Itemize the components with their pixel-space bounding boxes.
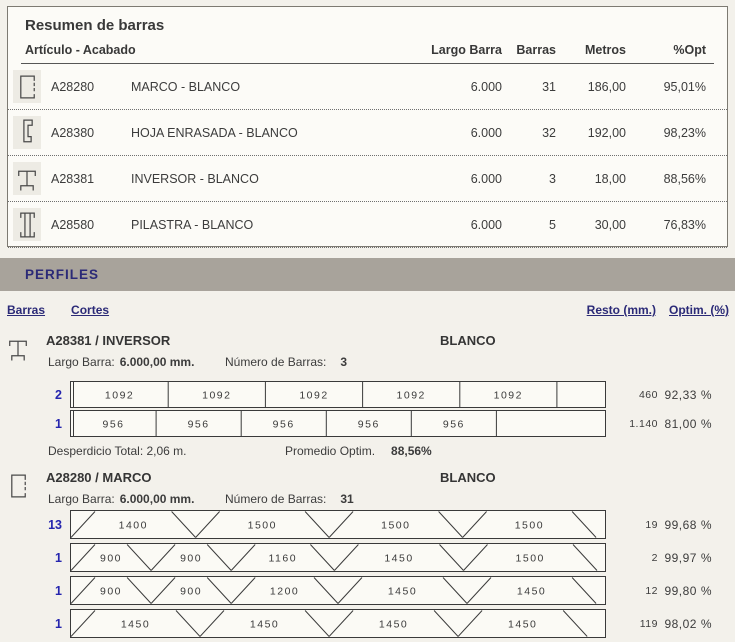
svg-text:1092: 1092 bbox=[396, 389, 426, 402]
profile-icon-cell bbox=[13, 162, 41, 195]
summary-title: Resumen de barras bbox=[25, 17, 165, 34]
svg-text:900: 900 bbox=[99, 585, 123, 598]
numero-barras-text: Número de Barras: 31 bbox=[225, 492, 354, 506]
bar-graphic bbox=[70, 609, 606, 638]
bar-graphic bbox=[70, 410, 606, 437]
section-info bbox=[0, 488, 735, 510]
bar-diagram bbox=[70, 510, 606, 539]
numero-barras-text: Número de Barras: 3 bbox=[225, 355, 348, 369]
svg-text:1500: 1500 bbox=[247, 519, 277, 532]
svg-text:956: 956 bbox=[357, 418, 380, 431]
bar-row bbox=[0, 576, 735, 605]
summary-box bbox=[7, 6, 728, 247]
svg-text:956: 956 bbox=[187, 418, 210, 431]
svg-text:1160: 1160 bbox=[268, 552, 298, 565]
metros-value: 18,00 bbox=[594, 171, 626, 186]
svg-text:1500: 1500 bbox=[514, 519, 545, 532]
bar-resto-value: 2 bbox=[651, 551, 658, 564]
bar-count: 1 bbox=[55, 583, 62, 598]
article-code: A28380 bbox=[51, 125, 95, 140]
svg-text:1450: 1450 bbox=[378, 618, 409, 631]
promedio-optim-text: Promedio Optim. 88,56% bbox=[285, 444, 432, 458]
profile-icon-cell bbox=[13, 208, 41, 241]
optim-pct-link[interactable]: Optim. (%) bbox=[669, 303, 729, 317]
col-header-largo-barra: Largo Barra bbox=[431, 43, 502, 57]
section-header bbox=[0, 331, 735, 351]
bar-count: 13 bbox=[48, 517, 62, 532]
perfiles-band bbox=[0, 258, 735, 291]
svg-text:900: 900 bbox=[99, 552, 123, 565]
svg-text:1200: 1200 bbox=[269, 585, 300, 598]
svg-text:956: 956 bbox=[442, 418, 465, 431]
svg-text:956: 956 bbox=[102, 418, 125, 431]
svg-text:900: 900 bbox=[180, 552, 203, 565]
svg-text:1450: 1450 bbox=[120, 618, 151, 631]
article-name: HOJA ENRASADA - BLANCO bbox=[131, 125, 298, 140]
links-row bbox=[7, 303, 729, 317]
metros-value: 192,00 bbox=[587, 125, 626, 140]
bar-row bbox=[0, 609, 735, 638]
svg-text:1500: 1500 bbox=[381, 519, 411, 532]
bar-count: 1 bbox=[55, 416, 62, 431]
profile-hoja-icon bbox=[14, 117, 40, 148]
bar-count: 1 bbox=[55, 550, 62, 565]
largo-barra-value: 6.000 bbox=[470, 79, 502, 94]
profile-sections bbox=[0, 331, 735, 642]
section-header bbox=[0, 468, 735, 488]
summary-table-row bbox=[8, 110, 727, 156]
profile-marco-icon bbox=[14, 71, 40, 102]
svg-text:1450: 1450 bbox=[387, 585, 418, 598]
metros-value: 186,00 bbox=[587, 79, 626, 94]
svg-text:1092: 1092 bbox=[493, 389, 523, 402]
col-header-opt: %Opt bbox=[673, 43, 706, 57]
profile-pilastra-icon bbox=[14, 209, 40, 240]
resto-mm-link[interactable]: Resto (mm.) bbox=[586, 303, 656, 317]
barras-value: 31 bbox=[542, 79, 556, 94]
svg-text:1450: 1450 bbox=[516, 585, 547, 598]
bar-optim-value: 92,33 % bbox=[664, 387, 712, 402]
opt-value: 88,56% bbox=[663, 171, 706, 186]
svg-text:1450: 1450 bbox=[384, 552, 414, 565]
section-info bbox=[0, 351, 735, 373]
links-spacer bbox=[109, 303, 587, 317]
bar-graphic bbox=[70, 576, 606, 605]
cortes-link[interactable]: Cortes bbox=[71, 303, 110, 317]
bar-graphic bbox=[70, 543, 606, 572]
bar-graphic bbox=[70, 381, 606, 408]
bar-graphic bbox=[70, 510, 606, 539]
bar-row bbox=[0, 381, 735, 408]
bar-rows bbox=[0, 381, 735, 437]
bar-resto-value: 460 bbox=[638, 388, 658, 401]
svg-text:1500: 1500 bbox=[515, 552, 545, 565]
bar-row bbox=[0, 510, 735, 539]
barras-value: 3 bbox=[549, 171, 556, 186]
bar-optim-value: 99,80 % bbox=[664, 583, 712, 598]
bar-row bbox=[0, 410, 735, 437]
section-title: A28381 / INVERSOR bbox=[46, 333, 171, 348]
article-code: A28280 bbox=[51, 79, 95, 94]
opt-value: 76,83% bbox=[663, 217, 706, 232]
bar-diagram bbox=[70, 576, 606, 605]
bar-optim-value: 98,02 % bbox=[664, 616, 712, 631]
svg-text:1450: 1450 bbox=[508, 618, 538, 631]
summary-header-row bbox=[8, 43, 727, 57]
col-header-metros: Metros bbox=[585, 43, 626, 57]
bar-optim-value: 99,68 % bbox=[664, 517, 712, 532]
bar-resto-value: 1.140 bbox=[629, 417, 658, 430]
largo-barra-value: 6.000 bbox=[470, 125, 502, 140]
bar-resto-value: 119 bbox=[639, 617, 658, 630]
bar-count: 2 bbox=[55, 387, 62, 402]
barras-value: 5 bbox=[549, 217, 556, 232]
section-finish: BLANCO bbox=[440, 470, 496, 485]
svg-text:1092: 1092 bbox=[299, 389, 329, 402]
article-code: A28381 bbox=[51, 171, 95, 186]
profile-icon-cell bbox=[13, 116, 41, 149]
article-name: MARCO - BLANCO bbox=[131, 79, 241, 94]
desperdicio-total-text: Desperdicio Total: 2,06 m. bbox=[48, 444, 187, 458]
largo-barra-text: Largo Barra: 6.000,00 mm. bbox=[48, 492, 195, 506]
bar-diagram bbox=[70, 543, 606, 572]
section-title: A28280 / MARCO bbox=[46, 470, 152, 485]
bar-diagram bbox=[70, 609, 606, 638]
bar-optim-value: 81,00 % bbox=[664, 416, 712, 431]
article-name: INVERSOR - BLANCO bbox=[131, 171, 259, 186]
largo-barra-value: 6.000 bbox=[470, 171, 502, 186]
svg-text:956: 956 bbox=[272, 418, 295, 431]
article-code: A28580 bbox=[51, 217, 95, 232]
perfiles-title: PERFILES bbox=[25, 267, 100, 282]
col-header-articulo: Artículo - Acabado bbox=[25, 43, 136, 57]
summary-table-row bbox=[8, 64, 727, 110]
barras-link[interactable]: Barras bbox=[7, 303, 46, 317]
bar-diagram bbox=[70, 410, 606, 437]
profile-inversor-icon bbox=[14, 163, 40, 194]
summary-table-row bbox=[8, 202, 727, 248]
article-name: PILASTRA - BLANCO bbox=[131, 217, 254, 232]
largo-barra-text: Largo Barra: 6.000,00 mm. bbox=[48, 355, 195, 369]
bar-optim-value: 99,97 % bbox=[664, 550, 712, 565]
profile-icon-cell bbox=[13, 70, 41, 103]
profile-section bbox=[0, 468, 735, 638]
bar-count: 1 bbox=[55, 616, 62, 631]
summary-rows bbox=[8, 64, 727, 248]
bar-resto-value: 12 bbox=[645, 584, 658, 597]
opt-value: 95,01% bbox=[663, 79, 706, 94]
svg-text:1092: 1092 bbox=[202, 389, 232, 402]
col-header-barras: Barras bbox=[516, 43, 556, 57]
bar-row bbox=[0, 543, 735, 572]
profile-section bbox=[0, 331, 735, 460]
svg-text:1092: 1092 bbox=[104, 389, 135, 402]
svg-text:1400: 1400 bbox=[118, 519, 148, 532]
metros-value: 30,00 bbox=[594, 217, 626, 232]
bar-resto-value: 19 bbox=[645, 518, 658, 531]
section-finish: BLANCO bbox=[440, 333, 496, 348]
bar-diagram bbox=[70, 381, 606, 408]
section-footer bbox=[0, 444, 735, 460]
barras-value: 32 bbox=[542, 125, 556, 140]
largo-barra-value: 6.000 bbox=[470, 217, 502, 232]
svg-text:900: 900 bbox=[180, 585, 203, 598]
opt-value: 98,23% bbox=[663, 125, 706, 140]
summary-table-row bbox=[8, 156, 727, 202]
svg-text:1450: 1450 bbox=[249, 618, 280, 631]
bar-rows bbox=[0, 510, 735, 638]
